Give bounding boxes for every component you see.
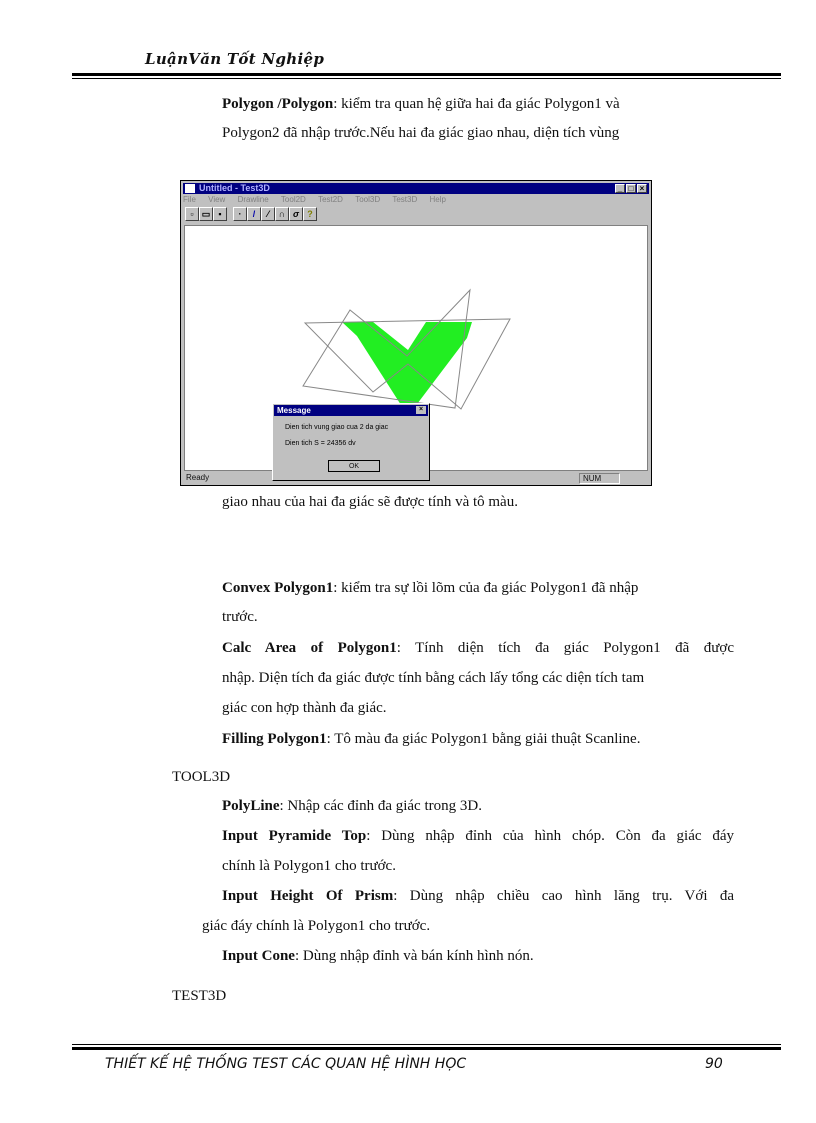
term-filling: Filling Polygon1 xyxy=(222,731,327,747)
status-ready: Ready xyxy=(186,473,210,482)
para-convex-line1: Convex Polygon1: kiểm tra sự lồi lõm của đa giác Polygon1 đã nhập xyxy=(222,580,639,596)
dialog-line2: Dien tich S = 24356 dv xyxy=(285,440,356,447)
para-pyramide-line1: Input Pyramide Top: Dùng nhập đỉnh của hình chóp. Còn đa giác đáy xyxy=(222,828,734,844)
new-file-icon[interactable]: ▫ xyxy=(185,207,199,221)
term-polygon-polygon: Polygon /Polygon xyxy=(222,96,334,112)
maximize-icon[interactable]: □ xyxy=(626,184,636,193)
section-tool3d: TOOL3D xyxy=(172,769,231,785)
ok-button[interactable]: OK xyxy=(328,460,380,472)
para-calc-line2: nhập. Diện tích đa giác được tính bằng cách lấy tổng các diện tích tam xyxy=(222,670,645,686)
app-window-screenshot xyxy=(180,180,652,486)
open-folder-icon[interactable]: ▭ xyxy=(199,207,213,221)
point-tool-icon[interactable]: · xyxy=(233,207,247,221)
para-polyline: PolyLine: Nhập các đỉnh đa giác trong 3D. xyxy=(222,798,482,814)
menu-test3d[interactable]: Test3D xyxy=(392,195,418,204)
footer-title: THIẾT KẾ HỆ THỐNG TEST CÁC QUAN HỆ HÌNH HỌC xyxy=(105,1056,467,1072)
term-pyramide: Input Pyramide Top xyxy=(222,828,367,844)
window-titlebar xyxy=(183,183,649,194)
para-polygon-line1: Polygon /Polygon: kiểm tra quan hệ giữa hai đa giác Polygon1 và xyxy=(222,96,620,112)
menu-drawline[interactable]: Drawline xyxy=(237,195,269,204)
line-tool-icon[interactable]: / xyxy=(247,207,261,221)
dialog-line1: Dien tich vung giao cua 2 da giac xyxy=(285,424,389,431)
header-rule-thick xyxy=(72,73,781,76)
term-calc-area: Calc Area of Polygon1 xyxy=(222,640,397,656)
para-convex-line2: trước. xyxy=(222,609,258,625)
para-polygon-continuation: giao nhau của hai đa giác sẽ được tính và tô màu. xyxy=(222,494,518,510)
term-prism: Input Height Of Prism xyxy=(222,888,394,904)
dialog-close-icon[interactable]: × xyxy=(416,406,426,414)
para-cone: Input Cone: Dùng nhập đỉnh và bán kính hình nón. xyxy=(222,948,534,964)
footer-rule-thick xyxy=(72,1047,781,1050)
save-icon[interactable]: ▪ xyxy=(213,207,227,221)
header-rule-thin xyxy=(72,78,781,79)
menu-bar xyxy=(183,195,649,205)
menu-tool2d[interactable]: Tool2D xyxy=(280,195,306,204)
app-icon xyxy=(185,184,195,193)
para-pyramide-line2: chính là Polygon1 cho trước. xyxy=(222,858,396,874)
page-number: 90 xyxy=(705,1056,723,1072)
sigma-tool-icon[interactable]: σ xyxy=(289,207,303,221)
menu-test2d[interactable]: Test2D xyxy=(318,195,343,204)
message-dialog xyxy=(272,403,430,481)
term-convex: Convex Polygon1 xyxy=(222,580,334,596)
menu-file[interactable]: File xyxy=(183,195,196,204)
status-num: NUM xyxy=(579,473,620,484)
para-calc-line1: Calc Area of Polygon1: Tính diện tích đa giác Polygon1 đã được xyxy=(222,640,735,656)
close-icon[interactable]: × xyxy=(637,184,647,193)
section-test3d: TEST3D xyxy=(172,988,227,1004)
polyline-tool-icon[interactable]: ⁄ xyxy=(261,207,275,221)
para-prism-line2: giác đáy chính là Polygon1 cho trước. xyxy=(202,918,431,934)
para-filling: Filling Polygon1: Tô màu đa giác Polygon1 bằng giải thuật Scanline. xyxy=(222,731,641,747)
curve-tool-icon[interactable]: ∩ xyxy=(275,207,289,221)
para-calc-line3: giác con hợp thành đa giác. xyxy=(222,700,387,716)
dialog-title: Message xyxy=(274,405,428,416)
window-title: Untitled - Test3D xyxy=(199,183,270,193)
menu-view[interactable]: View xyxy=(208,195,226,204)
footer-rule-thin xyxy=(72,1044,781,1045)
help-icon[interactable]: ? xyxy=(303,207,317,221)
para-polygon-line2: Polygon2 đã nhập trước.Nếu hai đa giác giao nhau, diện tích vùng xyxy=(222,125,620,141)
term-cone: Input Cone xyxy=(222,948,295,964)
term-polyline: PolyLine xyxy=(222,798,280,814)
minimize-icon[interactable]: _ xyxy=(615,184,625,193)
running-header-title: LuậnVăn Tốt Nghiệp xyxy=(145,50,325,68)
para-prism-line1: Input Height Of Prism: Dùng nhập chiều cao hình lăng trụ. Với đa xyxy=(222,888,734,904)
menu-tool3d[interactable]: Tool3D xyxy=(355,195,381,204)
menu-help[interactable]: Help xyxy=(429,195,446,204)
